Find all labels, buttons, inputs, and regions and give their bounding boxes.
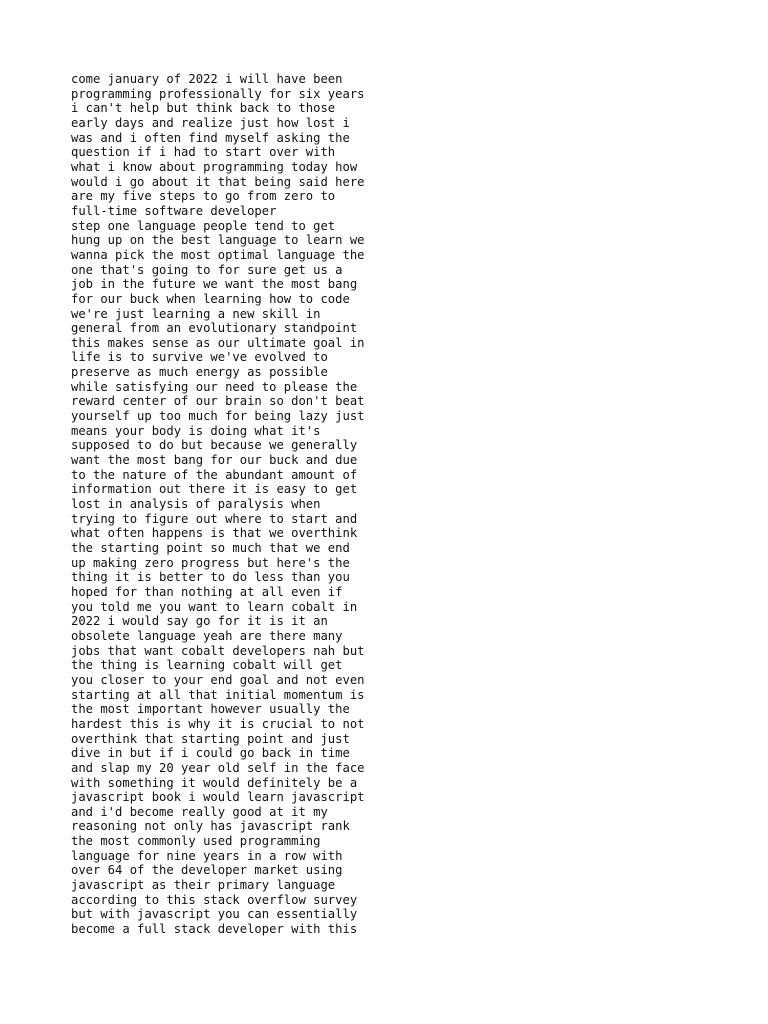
text-line: information out there it is easy to get — [71, 482, 358, 497]
text-line: up making zero progress but here's the — [71, 555, 350, 570]
text-line: question if i had to start over with — [71, 145, 336, 160]
text-line: this makes sense as our ultimate goal in — [71, 335, 365, 350]
text-line: javascript book i would learn javascript — [71, 790, 365, 805]
text-line: job in the future we want the most bang — [71, 277, 358, 292]
text-line: the thing is learning cobalt will get — [71, 658, 343, 673]
text-line: yourself up too much for being lazy just — [71, 409, 365, 424]
text-line: means your body is doing what it's — [71, 423, 321, 438]
text-line: the most commonly used programming — [71, 834, 321, 849]
text-line: jobs that want cobalt developers nah but — [71, 643, 365, 658]
text-line: preserve as much energy as possible — [71, 365, 328, 380]
text-line: lost in analysis of paralysis when — [71, 497, 321, 512]
text-line: one that's going to for sure get us a — [71, 262, 343, 277]
text-line: and slap my 20 year old self in the face — [71, 760, 365, 775]
text-line: the most important however usually the — [71, 702, 350, 717]
text-line: with something it would definitely be a — [71, 775, 358, 790]
text-line: life is to survive we've evolved to — [71, 350, 328, 365]
text-line: to the nature of the abundant amount of — [71, 467, 358, 482]
text-line: you told me you want to learn cobalt in — [71, 599, 358, 614]
text-line: supposed to do but because we generally — [71, 438, 358, 453]
text-line: early days and realize just how lost i — [71, 115, 350, 130]
text-line: for our buck when learning how to code — [71, 291, 350, 306]
text-line: hoped for than nothing at all even if — [71, 584, 343, 599]
text-line: wanna pick the most optimal language the — [71, 247, 365, 262]
text-line: while satisfying our need to please the — [71, 379, 358, 394]
text-line: what i know about programming today how — [71, 159, 358, 174]
text-line: general from an evolutionary standpoint — [71, 321, 358, 336]
text-line: reasoning not only has javascript rank — [71, 819, 350, 834]
text-line: and i'd become really good at it my — [71, 804, 328, 819]
text-line: trying to figure out where to start and — [71, 511, 358, 526]
text-line: are my five steps to go from zero to — [71, 189, 336, 204]
text-line: thing it is better to do less than you — [71, 570, 350, 585]
text-line: you closer to your end goal and not even — [71, 672, 365, 687]
text-line: dive in but if i could go back in time — [71, 746, 350, 761]
text-line: would i go about it that being said here — [71, 174, 365, 189]
text-line: reward center of our brain so don't beat — [71, 394, 365, 409]
text-line: starting at all that initial momentum is — [71, 687, 365, 702]
text-line: what often happens is that we overthink — [71, 526, 358, 541]
text-line: but with javascript you can essentially — [71, 907, 358, 922]
text-line: we're just learning a new skill in — [71, 306, 321, 321]
text-line: language for nine years in a row with — [71, 848, 343, 863]
text-line: overthink that starting point and just — [71, 731, 350, 746]
text-line: javascript as their primary language — [71, 878, 336, 893]
text-line: want the most bang for our buck and due — [71, 453, 358, 468]
text-line: hung up on the best language to learn we — [71, 233, 365, 248]
text-line: obsolete language yeah are there many — [71, 628, 343, 643]
text-line: was and i often find myself asking the — [71, 130, 350, 145]
text-line: hardest this is why it is crucial to not — [71, 716, 365, 731]
text-line: full-time software developer — [71, 203, 277, 218]
transcript-text — [71, 72, 711, 937]
text-line: over 64 of the developer market using — [71, 863, 343, 878]
text-line: i can't help but think back to those — [71, 101, 336, 116]
text-line: 2022 i would say go for it is it an — [71, 614, 328, 629]
text-line: according to this stack overflow survey — [71, 892, 358, 907]
text-line: become a full stack developer with this — [71, 922, 358, 937]
text-line: the starting point so much that we end — [71, 541, 350, 555]
text-line: programming professionally for six years — [71, 86, 365, 101]
text-line: step one language people tend to get — [71, 218, 336, 233]
text-line: come january of 2022 i will have been — [71, 72, 343, 86]
